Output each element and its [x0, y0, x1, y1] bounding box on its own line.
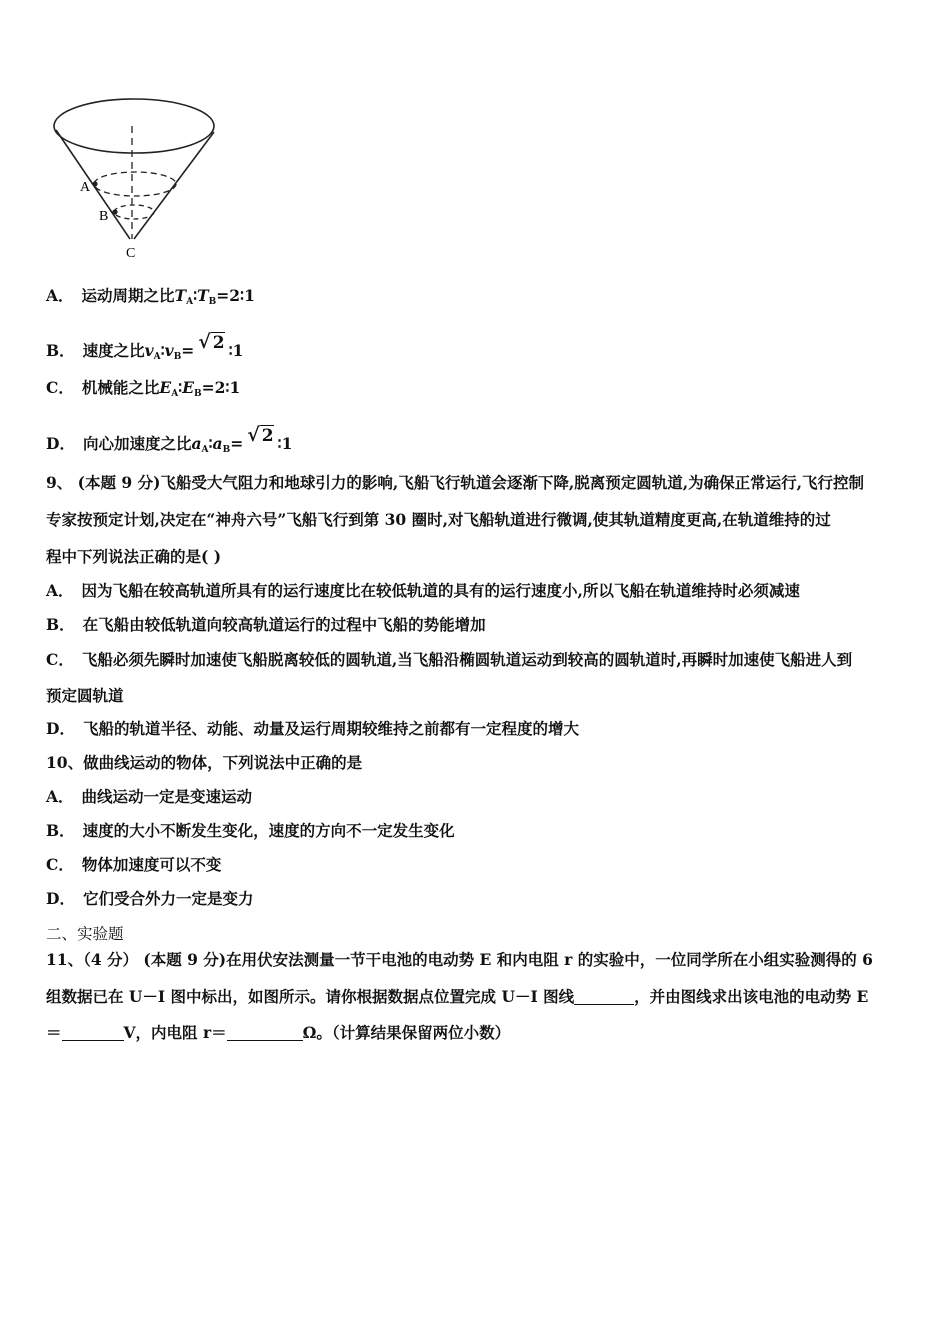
cone-right-edge — [134, 132, 214, 239]
label-b: B — [99, 209, 109, 224]
sqrt-2: √ 2 — [247, 424, 274, 446]
q11-line2: 组数据已在 U－I 图中标出，如图所示。请你根据数据点位置完成 U－I 图线 ，并由图线求出该电池的电动势 E — [46, 987, 869, 1006]
q8-option-d[interactable]: D． 向心加速度之比$a_A∶a_B=$ √ 2 ∶1 — [46, 424, 293, 455]
cone-figure — [48, 92, 220, 262]
section-heading: 二、实验题 — [46, 925, 124, 943]
q10-option-a[interactable]: A． 曲线运动一定是变速运动 — [46, 787, 253, 806]
cone-top-ellipse — [54, 99, 214, 153]
resistance-blank[interactable] — [227, 1040, 303, 1041]
orbit-a-ellipse — [94, 172, 176, 196]
emf-blank[interactable] — [62, 1040, 124, 1041]
q11-line1: 11、（4 分） (本题 9 分)在用伏安法测量一节干电池的电动势 E 和内电阻 r 的实验中，一位同学所在小组实验测得的 6 — [46, 950, 873, 969]
q9-option-a[interactable]: A． 因为飞船在较高轨道所具有的运行速度比在较低轨道的具有的运行速度小,所以飞船在轨道维持时必须减速 — [46, 581, 800, 600]
q10-option-c[interactable]: C． 物体加速度可以不变 — [46, 855, 222, 874]
q9-stem-line3: 程中下列说法正确的是( ) — [46, 547, 222, 566]
q8-option-c[interactable]: C． 机械能之比$E_A∶E_B=2∶1$ — [46, 378, 241, 399]
label-a: A — [80, 180, 91, 195]
q10-option-d[interactable]: D． 它们受合外力一定是变力 — [46, 889, 254, 908]
line-blank[interactable] — [574, 1004, 634, 1005]
q9-option-d[interactable]: D． 飞船的轨道半径、动能、动量及运行周期较维持之前都有一定程度的增大 — [46, 719, 579, 738]
label-c: C — [126, 246, 136, 261]
q9-option-b[interactable]: B． 在飞船由较低轨道向较高轨道运行的过程中飞船的势能增加 — [46, 615, 486, 634]
orbit-b-ellipse — [114, 205, 154, 219]
q9-option-c-cont: 预定圆轨道 — [46, 686, 124, 705]
q10-option-b[interactable]: B． 速度的大小不断发生变化，速度的方向不一定发生变化 — [46, 821, 455, 840]
q9-stem-line1: 9、 (本题 9 分)飞船受大气阻力和地球引力的影响,飞船飞行轨道会逐渐下降,脱离预定圆轨道,为确保正常运行,飞行控制 — [46, 473, 865, 492]
q11-line3: ＝ V，内电阻 r＝ Ω。（计算结果保留两位小数） — [46, 1023, 511, 1042]
q9-option-c[interactable]: C． 飞船必须先瞬时加速使飞船脱离较低的圆轨道,当飞船沿椭圆轨道运动到较高的圆轨道时,再瞬时加速使飞船进人到 — [46, 650, 853, 669]
q10-stem: 10、做曲线运动的物体，下列说法中正确的是 — [46, 753, 363, 772]
point-a — [92, 181, 97, 186]
sqrt-2: √ 2 — [198, 331, 225, 353]
point-b — [112, 209, 117, 214]
q9-stem-line2: 专家按预定计划,决定在“神舟六号”飞船飞行到第 30 圈时,对飞船轨道进行微调,使其轨道精度更高,在轨道维持的过 — [46, 510, 831, 529]
q8-option-b[interactable]: B． 速度之比$v_A∶v_B=$ √ 2 ∶1 — [46, 331, 244, 362]
q8-option-a[interactable]: A． 运动周期之比$T_A∶T_B=2∶1$ — [46, 286, 255, 307]
